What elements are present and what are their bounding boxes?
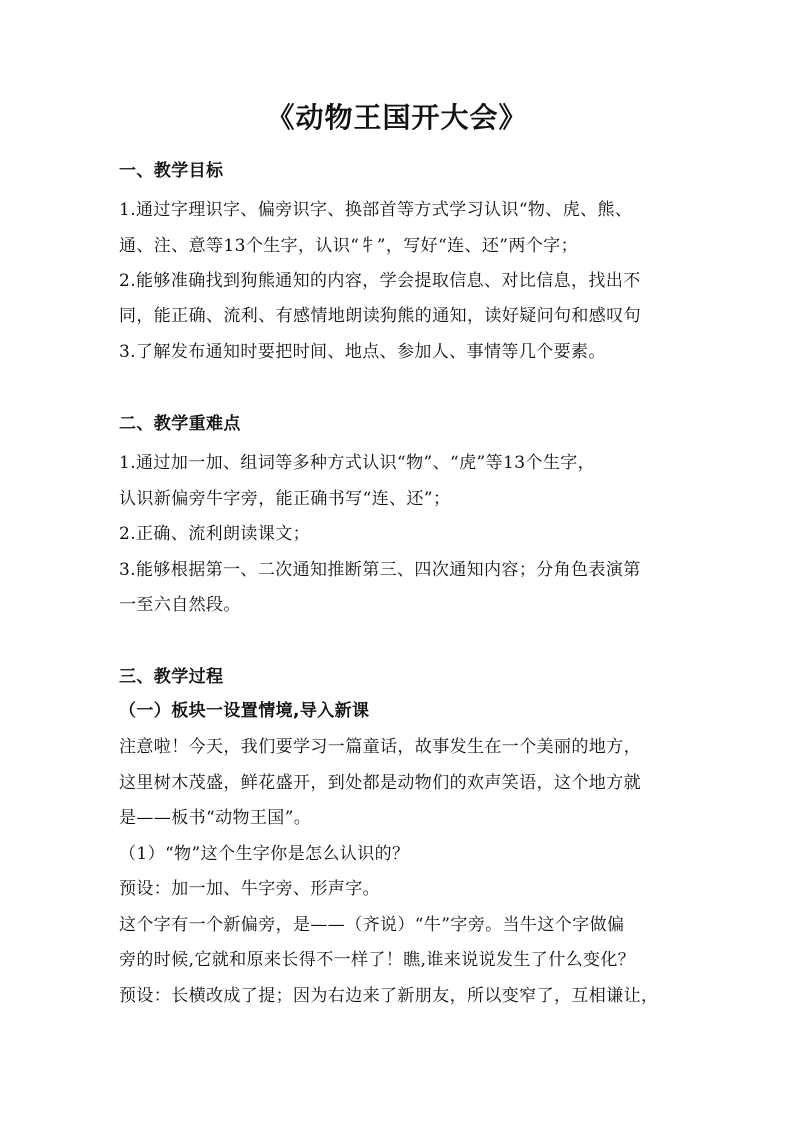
objectives-line: 通、注、意等13个生字，认识“牜”，写好“连、还”两个字； [119, 236, 578, 256]
process-line: （1）“物”这个生字你是怎么认识的？ [119, 844, 410, 864]
key-points-line: 3.能够根据第一、二次通知推断第三、四次通知内容；分角色表演第 [119, 560, 641, 580]
process-line: 预设：长横改成了提；因为右边来了新朋友，所以变窄了，互相谦让， [119, 986, 659, 1006]
section-heading-objectives: 一、教学目标 [119, 161, 224, 181]
objectives-line: 1.通过字理识字、偏旁识字、换部首等方式学习认识“物、虎、熊、 [119, 200, 633, 220]
process-line: 预设：加一加、牛字旁、形声字。 [119, 879, 380, 899]
section-heading-process: 三、教学过程 [119, 667, 224, 687]
process-line: 旁的时候,它就和原来长得不一样了！瞧,谁来说说发生了什么变化？ [119, 950, 636, 970]
key-points-line: 2.正确、流利朗读课文； [119, 524, 311, 544]
objectives-line: 3.了解发布通知时要把时间、地点、参加人、事情等几个要素。 [119, 342, 606, 362]
objectives-line: 2.能够准确找到狗熊通知的内容，学会提取信息、对比信息，找出不 [119, 271, 641, 291]
objectives-line: 同，能正确、流利、有感情地朗读狗熊的通知，读好疑问句和感叹句 [119, 306, 641, 326]
process-line: 这里树木茂盛，鲜花盛开，到处都是动物们的欢声笑语，这个地方就 [119, 773, 641, 793]
key-points-line: 一至六自然段。 [119, 595, 241, 615]
process-line: 注意啦！今天，我们要学习一篇童话，故事发生在一个美丽的地方， [119, 737, 641, 757]
process-subheading: （一）板块一设置情境,导入新课 [119, 701, 370, 721]
document-title: 《动物王国开大会》 [266, 101, 528, 134]
key-points-line: 认识新偏旁牛字旁，能正确书写“连、还”； [119, 489, 451, 509]
section-heading-key-points: 二、教学重难点 [119, 414, 241, 434]
process-line: 这个字有一个新偏旁，是——（齐说）“牛”字旁。当牛这个字做偏 [119, 915, 625, 935]
process-line: 是——板书“动物王国”。 [119, 808, 312, 828]
key-points-line: 1.通过加一加、组词等多种方式认识“物”、“虎”等13个生字， [119, 453, 596, 473]
